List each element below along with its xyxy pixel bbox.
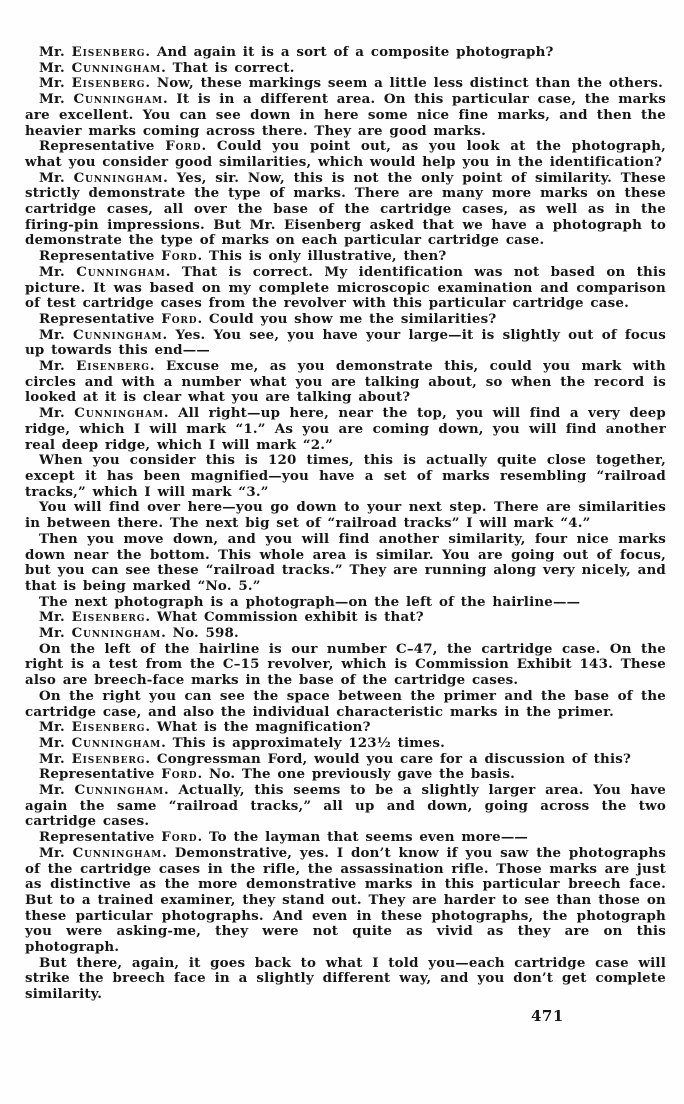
transcript-paragraph: Mr. Cunningham. It is in a different area. On this particular case, the marks are excellent. You can see down in here some nice fine marks, and then the heavier marks coming across there. They are good marks. [25,91,666,139]
speaker-name: Ford [161,829,198,846]
speaker-name: Ford [165,138,202,155]
transcript-paragraph: Representative Ford. This is only illustrative, then? [39,248,447,265]
transcript-paragraph: Representative Ford. Could you point out, as you look at the photograph, what you consider good similarities, which would help you in the identification? [25,138,666,170]
speaker-name: Eisenberg [76,358,150,375]
transcript-paragraph: But there, again, it goes back to what I told you—each cartridge case will strike the breech face in a slightly different way, and you don’t get complete similarity. [25,954,666,1003]
speaker-name: Ford [161,766,198,783]
transcript-paragraph: On the right you can see the space between the primer and the base of the cartridge case, and also the individual characteristic marks in the primer. [25,687,666,720]
transcript-paragraph: Then you move down, and you will find another similarity, four nice marks down near the bottom. This whole area is similar. You are going out of focus, but you can see these “railroad tracks.” They are running along very nicely, and that is being marked “No. 5.” [25,530,666,594]
transcript-paragraph: You will find over here—you go down to your next step. There are similarities in between there. The next big set of “railroad tracks” I will mark “4.” [25,499,666,532]
transcript-paragraph: Mr. Eisenberg. Now, these markings seem a little less distinct than the others. [39,75,663,92]
transcript-paragraph: Mr. Cunningham. Yes, sir. Now, this is not the only point of similarity. These strictly demonstrate the type of marks. There are many more marks on these cartridge cases, all over the base of the cartridge cases, as well as in the firing-pin impressions. But Mr. Eisenberg asked that we have a photograph to demonstrate the type of marks on each particular cartridge case. [25,169,666,249]
transcript-paragraph: Representative Ford. To the layman that seems even more—— [39,829,529,846]
transcript-paragraph: Mr. Eisenberg. And again it is a sort of a composite photograph? [39,44,554,60]
transcript-paragraph: Mr. Cunningham. No. 598. [39,625,239,642]
transcript-paragraph: Mr. Eisenberg. What Commission exhibit is that? [39,609,424,626]
transcript-paragraph: Mr. Eisenberg. What is the magnification? [39,719,371,736]
speaker-name: Cunningham [71,734,162,751]
speaker-name: Cunningham [74,782,165,799]
transcript-paragraph: Mr. Cunningham. Demonstrative, yes. I don’t know if you saw the photographs of the cartridge cases in the rifle, the assassination rifle. Those marks are just as distinctive as the more demonstrative marks in this particular breech face. But to a trained examiner, they stand out. They are harder to see than those on these particular photographs. And even in these photographs, the photograph you were asking-me, they were not quite as vivid as they are on this photograph. [25,844,667,956]
speaker-name: Cunningham [74,405,164,422]
speaker-name: Cunningham [71,625,162,642]
speaker-name: Eisenberg [71,750,146,767]
speaker-name: Cunningham [72,844,163,861]
transcript-paragraph: Representative Ford. No. The one previously gave the basis. [39,766,515,783]
transcript-paragraph: Mr. Cunningham. Actually, this seems to be a slightly larger area. You have again the same “railroad tracks,” all up and down, going across the two cartridge cases. [25,782,666,830]
speaker-name: Cunningham [73,169,164,186]
transcript-paragraph: Mr. Eisenberg. Excuse me, as you demonstrate this, could you mark with circles and with a number what you are talking about, so when the record is looked at it is clear what you are talking about? [25,358,666,406]
transcript-paragraph: Mr. Eisenberg. Congressman Ford, would you care for a discussion of this? [39,750,632,767]
speaker-name: Ford [161,248,198,265]
speaker-name: Eisenberg [71,609,146,626]
transcript-paragraph: Mr. Cunningham. Yes. You see, you have your large—it is slightly out of focus up towards this end—— [25,326,666,359]
speaker-name: Cunningham [76,263,166,280]
transcript-paragraph: Mr. Cunningham. This is approximately 123½ times. [39,734,445,751]
speaker-name: Cunningham [73,326,163,343]
transcript-paragraph: Mr. Cunningham. All right—up here, near the top, you will find a very deep ridge, which I will mark “1.” As you are coming down, you will find another real deep ridge, which I will mark “2.” [25,405,666,453]
speaker-name: Eisenberg [71,75,146,92]
speaker-name: Ford [161,310,198,327]
transcript-paragraph: On the left of the hairline is our number C–47, the cartridge case. On the right is a test from the C–15 revolver, which is Commission Exhibit 143. These also are breech-face marks in the base of the cartridge cases. [25,640,666,689]
speaker-name: Cunningham [71,59,162,76]
transcript-paragraph: The next photograph is a photograph—on the left of the hairline—— [39,593,581,610]
transcript-paragraph: When you consider this is 120 times, this is actually quite close together, except it has been magnified—you have a set of marks resembling “railroad tracks,” which I will mark “3.” [25,452,666,500]
speaker-name: Eisenberg [71,719,146,736]
transcript-body [25,45,666,1003]
transcript-paragraph: Representative Ford. Could you show me the similarities? [39,310,497,327]
speaker-name: Eisenberg [71,44,146,60]
transcript-paragraph: Mr. Cunningham. That is correct. My identification was not based on this picture. It was based on my complete microscopic examination and comparison of test cartridge cases from the revolver with this particular cartridge case. [25,263,667,312]
transcript-paragraph: Mr. Cunningham. That is correct. [39,59,295,76]
page-number: 471 [531,1007,564,1025]
speaker-name: Cunningham [73,91,163,108]
